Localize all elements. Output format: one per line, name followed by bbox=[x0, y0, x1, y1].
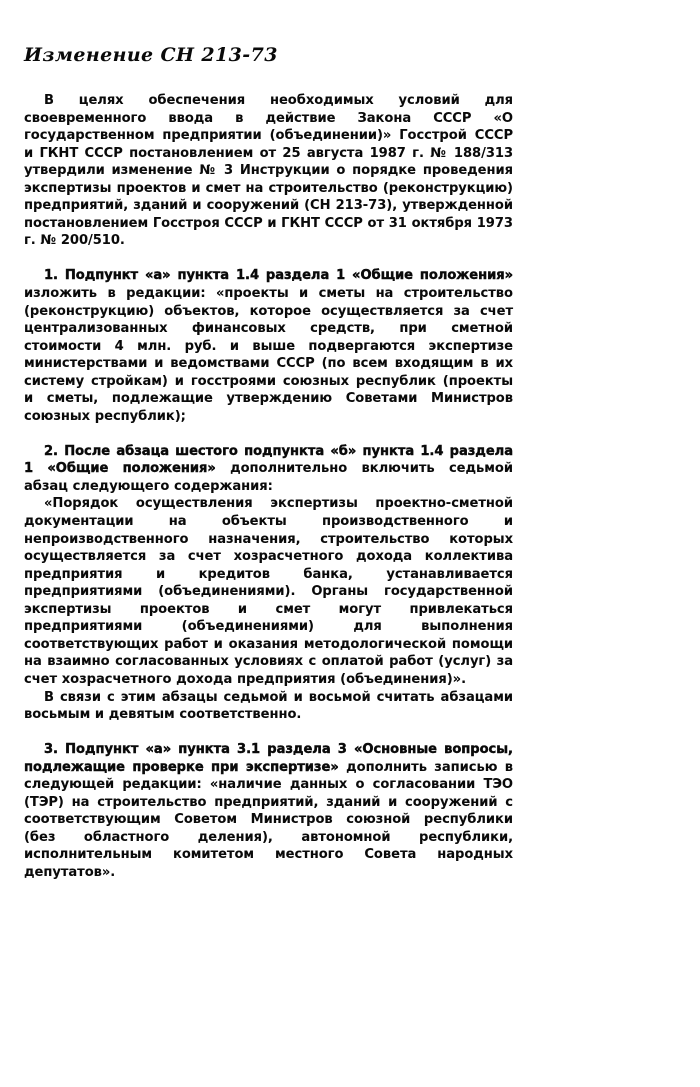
paragraph-item-2-text: дополнительно включить седьмой абзац следующего содержания: bbox=[24, 461, 513, 494]
paragraph-item-1 bbox=[24, 267, 513, 425]
paragraph-item-2-note bbox=[24, 689, 513, 724]
paragraph-item-1-text: изложить в редакции: «проекты и сметы на строительство (реконструкцию) объектов, которое осуществляется за счет централизованных финансовых средств, при сметной стоимости 4 млн. руб. и выше подвергаются экспертизе министерствами и ведомствами СССР (по всем входящим в их систему стройкам) и госстроями союзных республик (проекты и сметы, подлежащие утверждению Советами Министров союзных республик); bbox=[24, 285, 513, 424]
paragraph-item-2-emphasis: 2. После абзаца шестого подпункта «б» пункта 1.4 раздела 1 «Общие положения» bbox=[24, 443, 513, 477]
paragraph-item-1-emphasis: 1. Подпункт «а» пункта 1.4 раздела 1 «Общие положения» bbox=[44, 268, 513, 284]
paragraph-preamble-text: В целях обеспечения необходимых условий для своевременного ввода в действие Закона СССР «О государственном предприятии (объединении)» Госстрой СССР и ГКНТ СССР постановлением от 25 августа 1987 г. № 188/313 утвердили изменение № 3 Инструкции о порядке проведения экспертизы проектов и смет на строительство (реконструкцию) предприятий, зданий и сооружений (СН 213-73), утвержденной постановлением Госстроя СССР и ГКНТ СССР от 31 октября 1973 г. № 200/510. bbox=[24, 93, 513, 249]
paragraph-preamble bbox=[24, 92, 513, 250]
paragraph-item-2-quote bbox=[24, 495, 513, 688]
paragraph-item-3-emphasis: 3. Подпункт «а» пункта 3.1 раздела 3 «Основные вопросы, подлежащие проверке при экспертизе» bbox=[24, 742, 513, 775]
page-title: Изменение СН 213-73 bbox=[24, 44, 278, 66]
paragraph-item-2 bbox=[24, 443, 513, 496]
paragraph-item-3-text: дополнить записью в следующей редакции: «наличие данных о согласовании ТЭО (ТЭР) на строительство предприятий, зданий и сооружений с соответствующим Советом Министров союзной республики (без областного деления), автономной республики, исполнительным комитетом местного Совета народных депутатов». bbox=[24, 759, 514, 880]
paragraph-item-3 bbox=[24, 741, 513, 881]
paragraph-item-2-quote-text: «Порядок осуществления экспертизы проектно-сметной документации на объекты производственного и непроизводственного назначения, строительство которых осуществляется за счет хозрасчетного дохода коллектива предприятия и кредитов банка, устанавливается предприятиями (объединениями). Органы государственной экспертизы проектов и смет могут привлекаться предприятиями (объединениями) для выполнения соответствующих работ и оказания методологической помощи на взаимно согласованных условиях с оплатой работ (услуг) за счет хозрасчетного дохода предприятия (объединения)». bbox=[24, 496, 513, 687]
paragraph-item-2-note-text: В связи с этим абзацы седьмой и восьмой считать абзацами восьмым и девятым соответственно. bbox=[24, 689, 513, 723]
document-body bbox=[24, 92, 513, 881]
